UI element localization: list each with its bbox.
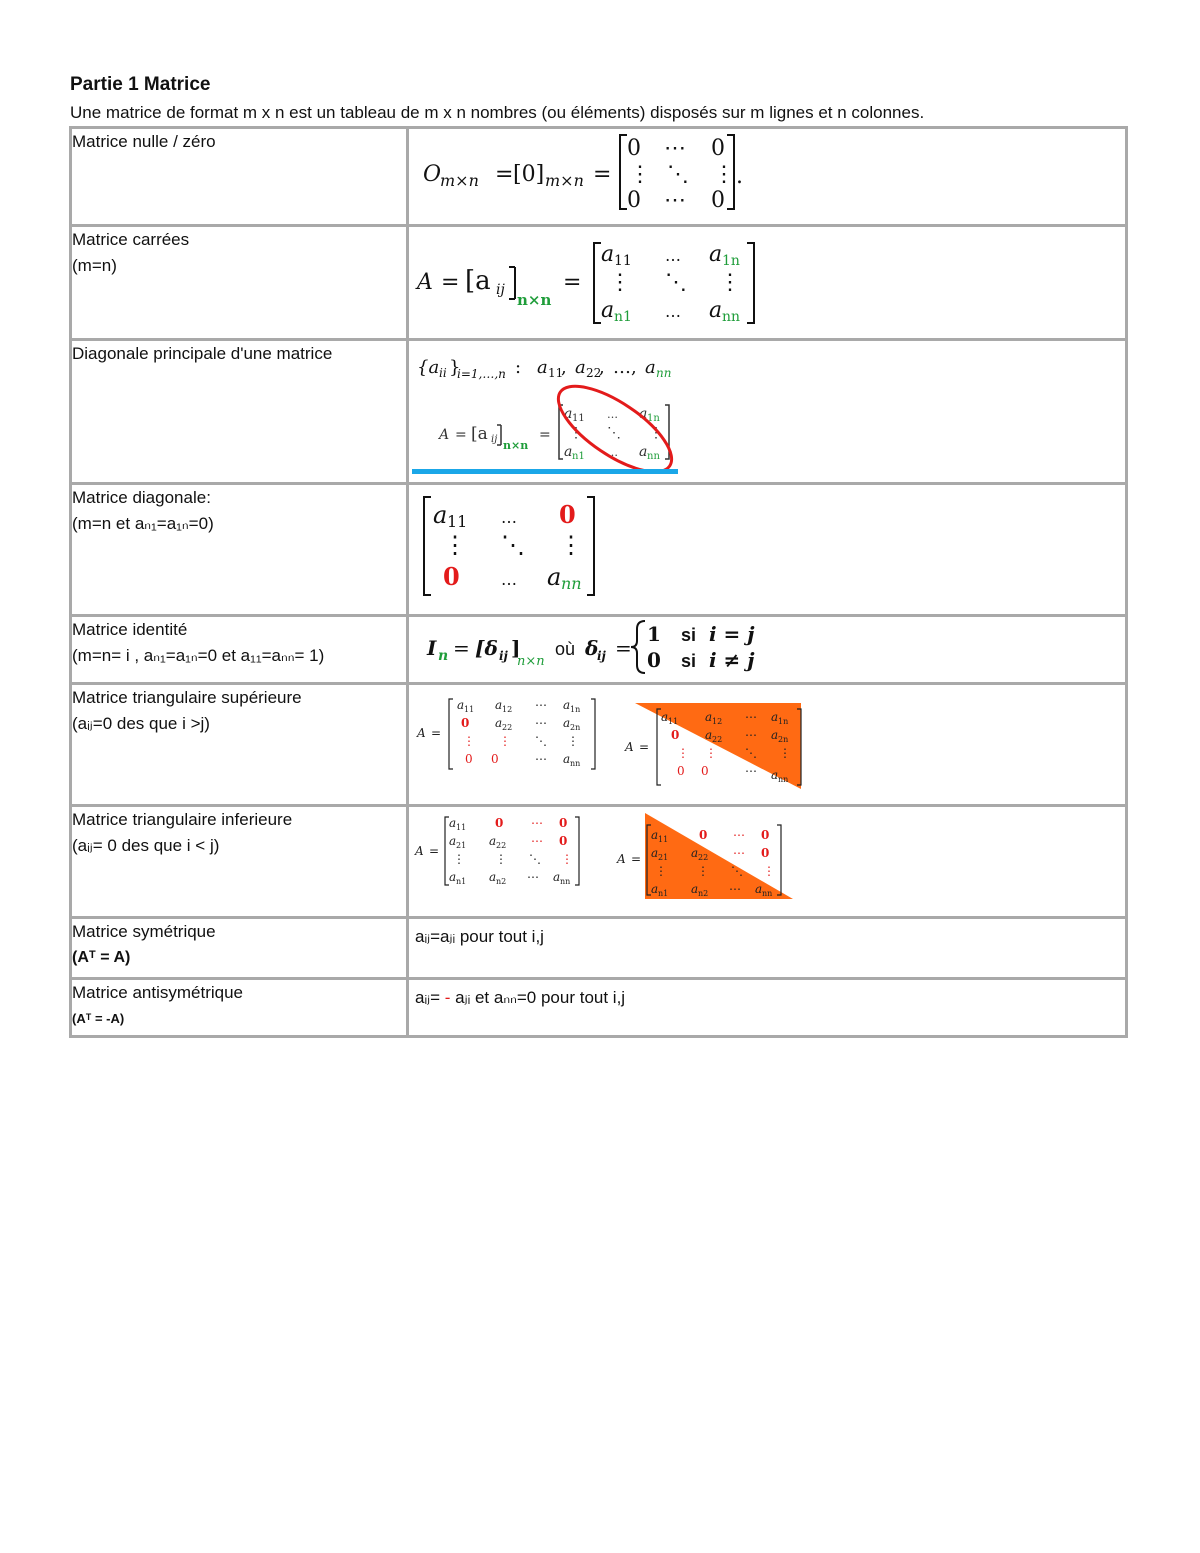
entry-an1-sub: n1 bbox=[572, 451, 585, 462]
matrix-entry: ⋯ bbox=[535, 752, 547, 766]
entry-ann: a bbox=[709, 298, 723, 323]
range-subscript: i=1,…,n bbox=[457, 367, 506, 381]
entry-sub: 11 bbox=[668, 717, 679, 726]
entry-ann: a bbox=[771, 768, 779, 782]
entry-sub: nn bbox=[762, 889, 773, 898]
entry-sub: 12 bbox=[502, 705, 513, 714]
upper-triangular-svg bbox=[409, 685, 1129, 799]
matrix-entry: ⋮ bbox=[443, 531, 467, 559]
entry-ann: a bbox=[553, 870, 561, 884]
lower-triangular-svg bbox=[409, 807, 1129, 911]
main-diagonal-svg bbox=[409, 341, 1129, 477]
matrix-entry: ⋮ bbox=[655, 864, 667, 878]
case-si: si bbox=[681, 625, 697, 645]
identity-svg bbox=[409, 617, 1129, 677]
entry-a1n: a bbox=[639, 406, 648, 422]
diag-a11: a bbox=[537, 357, 548, 378]
matrix-entry: ⋱ bbox=[667, 162, 689, 187]
matrix-entry: ⋮ bbox=[561, 852, 573, 866]
zero-matrix-formula bbox=[408, 128, 1127, 226]
square-matrix-formula bbox=[408, 226, 1127, 340]
entry-a1n-sub: 1n bbox=[647, 413, 660, 424]
table-row bbox=[71, 616, 1127, 684]
matrix-entry: ⋱ bbox=[665, 270, 687, 295]
entry-zero-red: 0 bbox=[495, 816, 504, 830]
row-label-cell bbox=[71, 484, 408, 616]
matrix-entry: ⋮ bbox=[567, 734, 579, 748]
matrix-entry: ⋮ bbox=[609, 270, 631, 295]
row-label-cell bbox=[71, 918, 408, 979]
matrix-entry: ⋮ bbox=[713, 162, 735, 187]
row-condition: (aᵢⱼ= 0 des que i < j) bbox=[72, 836, 220, 855]
table-row bbox=[71, 340, 1127, 484]
row-label: Matrice antisymétrique bbox=[72, 983, 244, 1002]
close-bracket: ] bbox=[511, 636, 521, 660]
entry-zero-red: 0 bbox=[461, 716, 470, 730]
row-label-cell bbox=[71, 684, 408, 806]
set-open: {a bbox=[417, 357, 440, 378]
lhs-symbol: A bbox=[417, 726, 426, 740]
entry-a11: a bbox=[651, 828, 659, 842]
minus-sign: - bbox=[444, 988, 456, 1007]
entry-sub: 11 bbox=[658, 835, 669, 844]
table-row bbox=[71, 226, 1127, 340]
entry-a22: a bbox=[489, 834, 497, 848]
entry-a2n: a bbox=[771, 728, 779, 742]
ellipsis: … bbox=[613, 357, 631, 378]
entry-an2: a bbox=[489, 870, 497, 884]
matrix-entry: ⋮ bbox=[763, 864, 775, 878]
case-si: si bbox=[681, 651, 697, 671]
entry-sub: nn bbox=[560, 877, 571, 886]
matrix-entry: 0 bbox=[711, 188, 725, 213]
entry-a11: a bbox=[449, 816, 457, 830]
diag-a22-sub: 22 bbox=[586, 366, 602, 380]
matrix-entry: ⋮ bbox=[463, 734, 475, 748]
left-bracket bbox=[620, 135, 627, 209]
table-row bbox=[71, 806, 1127, 918]
matrix-entry: ⋮ bbox=[677, 746, 689, 760]
entry-ann: a bbox=[563, 752, 571, 766]
entry-zero-red: 0 bbox=[559, 500, 576, 529]
entry-sub: 12 bbox=[712, 717, 723, 726]
comma: , bbox=[631, 357, 637, 378]
entry-zero-red: 0 bbox=[761, 846, 770, 860]
entry-a1n-sub: 1n bbox=[722, 253, 740, 269]
entry-sub: 11 bbox=[464, 705, 475, 714]
ii-subscript: ii bbox=[439, 366, 447, 380]
lhs-symbol: A bbox=[439, 427, 450, 443]
entry-a22: a bbox=[495, 716, 503, 730]
entry-an1: a bbox=[449, 870, 457, 884]
entry-ann: a bbox=[639, 444, 648, 460]
right-bracket bbox=[665, 405, 669, 459]
diag-a11-sub: 11 bbox=[548, 366, 564, 380]
entry-zero-red: 0 bbox=[701, 764, 709, 778]
lhs-symbol: I bbox=[427, 636, 437, 660]
entry-sub: nn bbox=[570, 759, 581, 768]
matrix-entry: ⋮ bbox=[559, 531, 583, 559]
matrix-entry: 0 bbox=[711, 136, 725, 161]
equals-sign: = bbox=[431, 726, 442, 740]
entry-sub: 21 bbox=[658, 853, 669, 862]
antisymmetric-relation bbox=[415, 988, 625, 1008]
entry-ann-sub: nn bbox=[647, 451, 660, 462]
delta-symbol: δ bbox=[585, 636, 599, 660]
entry-a21: a bbox=[449, 834, 457, 848]
matrix-entry: ⋮ bbox=[705, 746, 717, 760]
matrix-entry: ⋱ bbox=[607, 425, 621, 441]
matrix-entry: ⋯ bbox=[729, 882, 741, 896]
row-label: Matrice triangulaire supérieure bbox=[72, 688, 302, 707]
equals-sign: = bbox=[563, 270, 582, 295]
matrix-entry: … bbox=[501, 508, 517, 527]
case-condition: i = j bbox=[709, 622, 755, 646]
matrix-entry: 0 bbox=[627, 136, 641, 161]
table-row bbox=[71, 918, 1127, 979]
matrix-entry: ⋯ bbox=[733, 846, 745, 860]
equals-sign: = bbox=[455, 427, 467, 443]
matrix-entry: ⋯ bbox=[531, 834, 543, 848]
row-label-cell bbox=[71, 340, 408, 484]
entry-zero-red: 0 bbox=[559, 816, 568, 830]
diag-ann-sub: nn bbox=[656, 366, 672, 380]
lhs-symbol: A bbox=[415, 844, 424, 858]
case-value: 0 bbox=[647, 648, 661, 672]
main-diagonal-formula bbox=[408, 340, 1127, 484]
lower-triangular-formula bbox=[408, 806, 1127, 918]
entry-sub: n2 bbox=[698, 889, 709, 898]
matrix-entry: ⋯ bbox=[535, 698, 547, 712]
lhs-symbol: A bbox=[417, 270, 433, 295]
entry-a11: a bbox=[433, 501, 448, 529]
entry-a11: a bbox=[661, 710, 669, 724]
entry-sub: 1n bbox=[570, 705, 581, 714]
period: . bbox=[736, 164, 743, 189]
identity-formula bbox=[408, 616, 1127, 684]
matrix-entry: ⋮ bbox=[697, 864, 709, 878]
open-bracket: [a bbox=[465, 266, 491, 296]
entry-an1: a bbox=[601, 298, 615, 323]
entry-zero-red: 0 bbox=[465, 752, 473, 766]
equals-sign: = bbox=[539, 427, 551, 443]
table-row bbox=[71, 979, 1127, 1037]
row-label-cell bbox=[71, 806, 408, 918]
entry-a12: a bbox=[495, 698, 503, 712]
matrix-entry: ⋯ bbox=[745, 764, 757, 778]
matrix-entry: ⋯ bbox=[733, 828, 745, 842]
entry-a11: a bbox=[457, 698, 465, 712]
matrix-entry: ⋮ bbox=[719, 270, 741, 295]
equals-sign: = bbox=[593, 162, 612, 187]
matrix-entry: ⋯ bbox=[745, 728, 757, 742]
set-close: } bbox=[449, 357, 461, 378]
entry-a1n: a bbox=[771, 710, 779, 724]
entry-sub: n1 bbox=[456, 877, 467, 886]
antisymmetric-formula bbox=[408, 979, 1127, 1037]
matrix-entry: ⋯ bbox=[664, 136, 686, 161]
matrix-entry: ⋮ bbox=[499, 734, 511, 748]
equals-sign: = bbox=[453, 636, 470, 660]
page-title: Partie 1 Matrice bbox=[70, 74, 211, 95]
entry-sub: nn bbox=[778, 775, 789, 784]
ij-subscript: ij bbox=[499, 649, 508, 663]
row-label-cell bbox=[71, 979, 408, 1037]
matrix-entry: ⋱ bbox=[535, 734, 547, 748]
matrix-entry: ⋯ bbox=[664, 188, 686, 213]
equals-sign: = bbox=[639, 740, 650, 754]
symmetric-relation: aᵢⱼ=aⱼᵢ pour tout i,j bbox=[415, 927, 544, 946]
comma: , bbox=[561, 357, 567, 378]
lhs-subscript: n bbox=[438, 648, 449, 664]
entry-sub: 22 bbox=[698, 853, 709, 862]
row-label: Matrice symétrique bbox=[72, 922, 216, 941]
entry-an1: a bbox=[564, 444, 573, 460]
entry-sub: n2 bbox=[496, 877, 507, 886]
entry-ann-sub: nn bbox=[561, 574, 582, 593]
zero-bracket: [0] bbox=[513, 162, 545, 187]
lhs-symbol: O bbox=[423, 162, 442, 187]
mid-subscript: m×n bbox=[545, 171, 584, 190]
entry-a11-sub: 11 bbox=[614, 253, 632, 269]
matrix-entry: ⋱ bbox=[745, 746, 757, 760]
entry-zero-red: 0 bbox=[491, 752, 499, 766]
row-condition: (m=n= i , aₙ₁=a₁ₙ=0 et a₁₁=aₙₙ= 1) bbox=[72, 646, 325, 665]
equals-sign: = bbox=[441, 270, 460, 295]
entry-sub: 21 bbox=[456, 841, 467, 850]
entry-a12: a bbox=[705, 710, 713, 724]
left-bracket bbox=[594, 243, 601, 323]
entry-zero-red: 0 bbox=[671, 728, 680, 742]
row-label: Matrice identité bbox=[72, 620, 188, 639]
entry-a1n: a bbox=[563, 698, 571, 712]
row-label-cell bbox=[71, 226, 408, 340]
matrix-table bbox=[69, 126, 1128, 1038]
entry-a22: a bbox=[691, 846, 699, 860]
row-condition: (m=n) bbox=[72, 256, 117, 275]
entry-sub: 2n bbox=[570, 723, 581, 732]
entry-a1n: a bbox=[709, 242, 723, 267]
close-bracket bbox=[497, 425, 501, 445]
ou-word: où bbox=[555, 639, 576, 659]
entry-an1-sub: n1 bbox=[614, 309, 632, 325]
matrix-entry: ⋯ bbox=[531, 816, 543, 830]
matrix-entry: … bbox=[607, 446, 618, 459]
entry-a2n: a bbox=[563, 716, 571, 730]
diag-ann: a bbox=[645, 357, 656, 378]
matrix-entry: … bbox=[607, 408, 618, 421]
matrix-entry: ⋱ bbox=[731, 864, 743, 878]
nxn-subscript: n×n bbox=[517, 654, 545, 669]
entry-a22: a bbox=[705, 728, 713, 742]
right-bracket bbox=[591, 699, 595, 769]
entry-ann: a bbox=[547, 563, 562, 591]
zero-matrix-svg bbox=[409, 129, 1129, 219]
case-value: 1 bbox=[647, 622, 661, 646]
entry-zero-red: 0 bbox=[761, 828, 770, 842]
right-bracket bbox=[777, 825, 781, 895]
matrix-entry: 0 bbox=[627, 188, 641, 213]
equals-sign: = bbox=[429, 844, 440, 858]
entry-zero-red: 0 bbox=[677, 764, 685, 778]
row-label: Matrice nulle / zéro bbox=[72, 132, 216, 151]
matrix-entry: ⋮ bbox=[495, 852, 507, 866]
delta-bracket: [δ bbox=[475, 636, 498, 660]
row-condition: (Aᵀ = A) bbox=[72, 949, 131, 966]
entry-sub: 1n bbox=[778, 717, 789, 726]
comma: , bbox=[599, 357, 605, 378]
nxn-subscript: n×n bbox=[517, 291, 552, 309]
relation-part: aⱼᵢ et aₙₙ=0 pour tout i,j bbox=[455, 988, 626, 1007]
equals-sign: = bbox=[495, 162, 514, 187]
row-label-cell bbox=[71, 128, 408, 226]
symmetric-formula bbox=[408, 918, 1127, 979]
diagonal-matrix-formula bbox=[408, 484, 1127, 616]
entry-zero-red: 0 bbox=[559, 834, 568, 848]
row-label: Matrice triangulaire inferieure bbox=[72, 810, 293, 829]
case-brace bbox=[631, 621, 645, 673]
diagonal-highlight-ellipse bbox=[546, 371, 685, 477]
entry-zero-red: 0 bbox=[699, 828, 708, 842]
row-condition: (Aᵀ = -A) bbox=[72, 1011, 125, 1026]
entry-zero-red: 0 bbox=[443, 562, 460, 591]
matrix-entry: ⋮ bbox=[649, 425, 663, 441]
ij-subscript: ij bbox=[496, 282, 505, 298]
entry-sub: 22 bbox=[496, 841, 507, 850]
row-label: Matrice diagonale: bbox=[72, 488, 211, 507]
square-matrix-svg bbox=[409, 227, 1129, 333]
matrix-entry: … bbox=[665, 302, 681, 321]
ij-subscript: ij bbox=[597, 649, 606, 663]
entry-sub: 11 bbox=[456, 823, 467, 832]
entry-ann: a bbox=[755, 882, 763, 896]
right-bracket bbox=[747, 243, 754, 323]
colon: : bbox=[515, 357, 522, 378]
lhs-subscript: m×n bbox=[440, 171, 479, 190]
entry-sub: 2n bbox=[778, 735, 789, 744]
left-bracket bbox=[449, 699, 453, 769]
left-bracket bbox=[424, 497, 431, 595]
intro-text: Une matrice de format m x n est un tableau de m x n nombres (ou éléments) disposés sur m lignes et n colonnes. bbox=[70, 103, 925, 122]
entry-sub: n1 bbox=[658, 889, 669, 898]
case-condition: i ≠ j bbox=[709, 648, 755, 672]
blue-underline bbox=[412, 469, 678, 474]
open-bracket: [a bbox=[471, 424, 488, 444]
entry-sub: 22 bbox=[712, 735, 723, 744]
matrix-entry: ⋱ bbox=[529, 852, 541, 866]
entry-a11-sub: 11 bbox=[572, 413, 585, 424]
relation-part: aᵢⱼ= bbox=[415, 988, 445, 1007]
equals-sign: = bbox=[631, 852, 642, 866]
matrix-entry: ⋮ bbox=[629, 162, 651, 187]
matrix-entry: … bbox=[665, 246, 681, 265]
right-bracket bbox=[575, 817, 579, 885]
matrix-entry: ⋮ bbox=[779, 746, 791, 760]
entry-a11-sub: 11 bbox=[447, 512, 468, 531]
table-row bbox=[71, 128, 1127, 226]
matrix-entry: ⋯ bbox=[745, 710, 757, 724]
entry-sub: 22 bbox=[502, 723, 513, 732]
entry-an1: a bbox=[651, 882, 659, 896]
entry-a21: a bbox=[651, 846, 659, 860]
table-row bbox=[71, 684, 1127, 806]
entry-a11: a bbox=[601, 242, 615, 267]
entry-ann-sub: nn bbox=[722, 309, 741, 325]
matrix-entry: ⋯ bbox=[527, 870, 539, 884]
diag-a22: a bbox=[575, 357, 586, 378]
matrix-entry: ⋮ bbox=[453, 852, 465, 866]
equals-sign: = bbox=[615, 636, 632, 660]
matrix-entry: … bbox=[501, 570, 517, 589]
lhs-symbol: A bbox=[617, 852, 626, 866]
row-label: Diagonale principale d'une matrice bbox=[72, 344, 333, 363]
entry-a11: a bbox=[564, 406, 573, 422]
matrix-entry: ⋮ bbox=[569, 425, 583, 441]
matrix-entry: ⋱ bbox=[501, 531, 525, 559]
row-label: Matrice carrées bbox=[72, 230, 190, 249]
nxn-subscript: n×n bbox=[503, 439, 529, 452]
ij-subscript: ij bbox=[491, 434, 498, 445]
matrix-entry: ⋯ bbox=[535, 716, 547, 730]
table-row bbox=[71, 484, 1127, 616]
right-bracket bbox=[587, 497, 594, 595]
diagonal-matrix-svg bbox=[409, 485, 1129, 609]
upper-triangular-formula bbox=[408, 684, 1127, 806]
entry-an2: a bbox=[691, 882, 699, 896]
row-label-cell bbox=[71, 616, 408, 684]
lhs-symbol: A bbox=[625, 740, 634, 754]
row-condition: (m=n et aₙ₁=a₁ₙ=0) bbox=[72, 514, 214, 533]
row-condition: (aᵢⱼ=0 des que i >j) bbox=[72, 714, 210, 733]
